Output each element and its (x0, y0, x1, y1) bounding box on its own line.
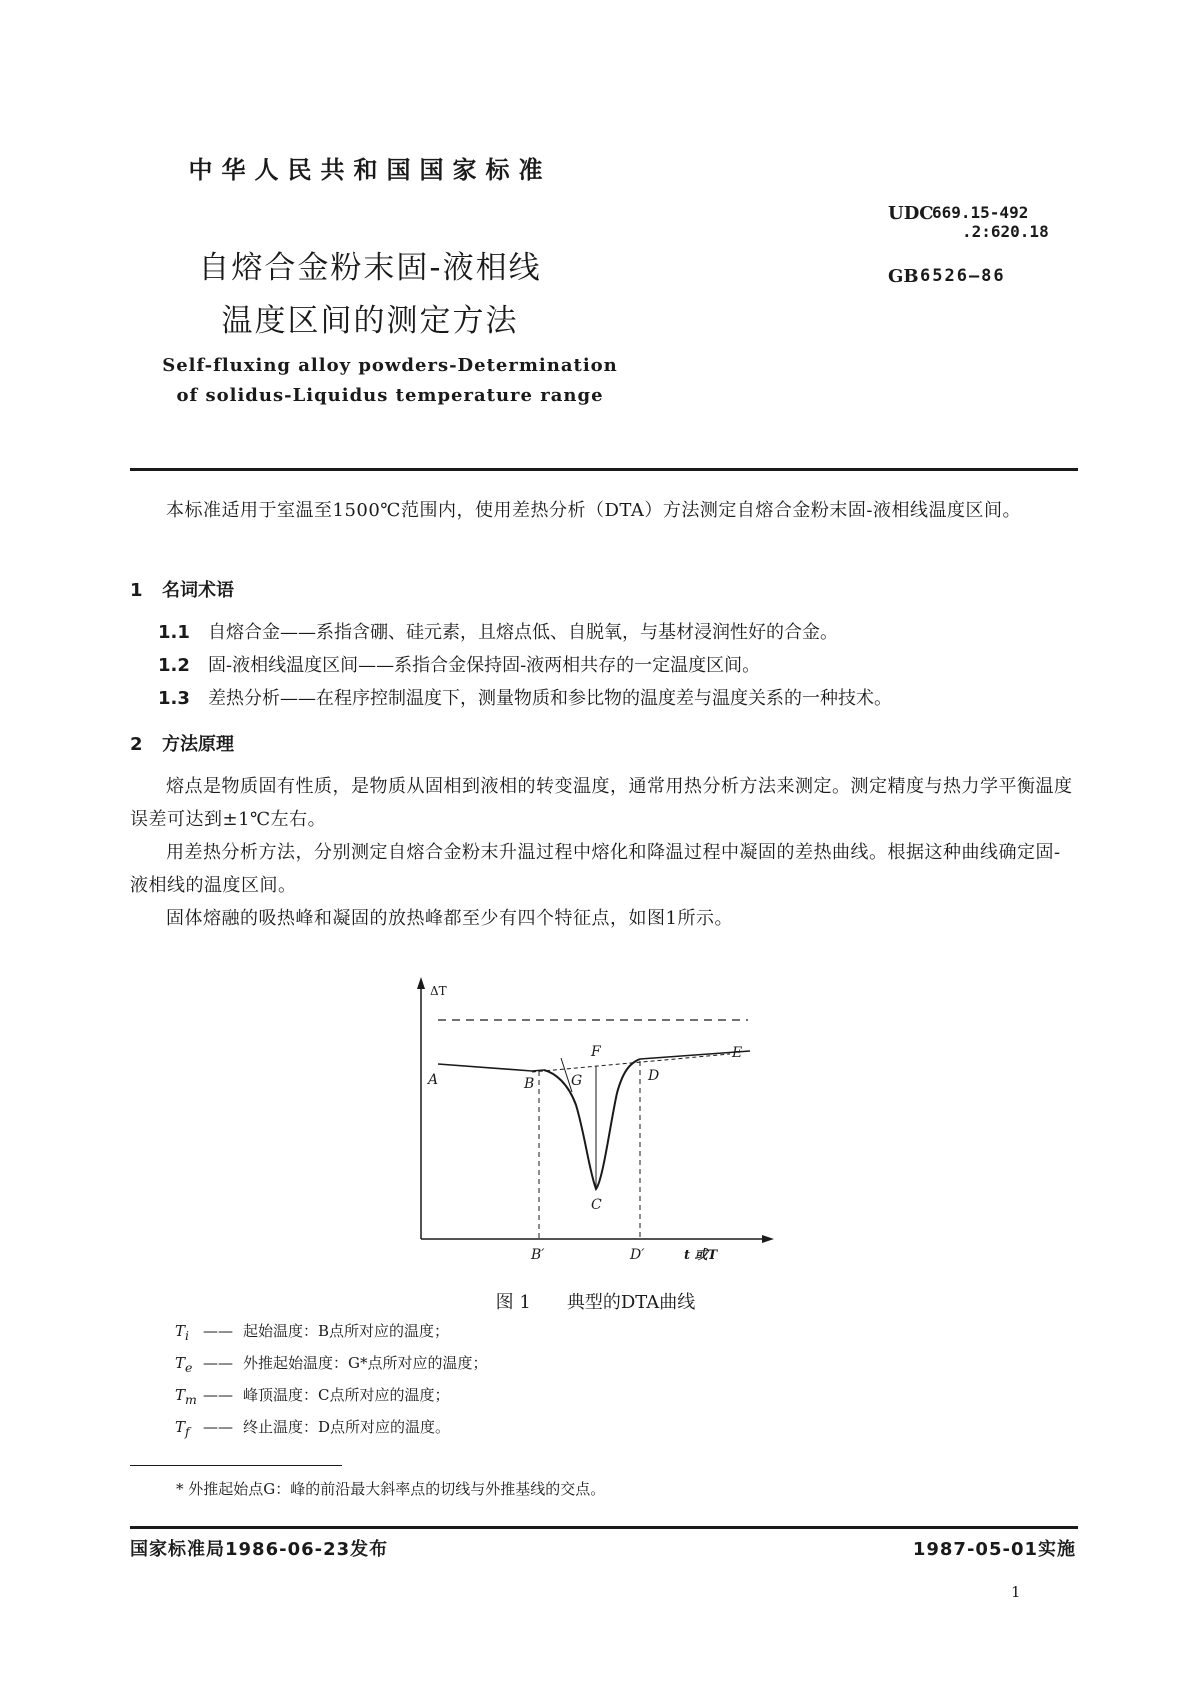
term-number: 1.3 (158, 688, 190, 709)
legend-dash: —— (203, 1386, 233, 1404)
term-text: 自熔合金——系指含硼、硅元素，且熔点低、自脱氧，与基材浸润性好的合金。 (208, 622, 838, 643)
figure-caption (0, 1288, 1191, 1314)
footnote: * 外推起始点G：峰的前沿最大斜率点的切线与外推基线的交点。 (176, 1480, 606, 1498)
point-label-c: C (591, 1197, 602, 1213)
legend-text: 终止温度：D点所对应的温度。 (243, 1418, 451, 1436)
legend-text: 外推起始温度：G*点所对应的温度； (243, 1354, 488, 1372)
legend-symbol: $T_i$ (175, 1322, 190, 1343)
dta-peak (544, 1059, 640, 1189)
point-label-b-prime: B′ (531, 1247, 545, 1263)
section2-paragraph: 熔点是物质固有性质，是物质从固相到液相的转变温度，通常用热分析方法来测定。测定精度与热力学平衡温度误差可达到±1℃左右。 (130, 776, 1073, 830)
legend-dash: —— (203, 1354, 233, 1372)
point-label-b: B (524, 1076, 535, 1092)
point-label-a: A (428, 1072, 439, 1088)
section1-heading (130, 576, 234, 602)
section2-title: 方法原理 (162, 734, 234, 755)
dta-curve-figure (410, 975, 790, 1275)
section2-paragraph: 用差热分析方法，分别测定自熔合金粉末升温过程中熔化和降温过程中凝固的差热曲线。根据这种曲线确定固-液相线的温度区间。 (130, 842, 1061, 896)
gb-label: GB (888, 266, 919, 287)
section2-heading (130, 730, 234, 756)
figure-number: 图 1 (495, 1292, 531, 1313)
point-label-g: G (571, 1073, 583, 1089)
x-axis-label: t 或T (684, 1248, 718, 1263)
legend-item (175, 1384, 449, 1407)
section2-number: 2 (130, 734, 143, 755)
x-axis-arrow (762, 1235, 774, 1243)
section1-number: 1 (130, 580, 143, 601)
footnote-divider (130, 1465, 342, 1466)
udc-code-line2: .2:620.18 (962, 222, 1049, 241)
point-label-d-prime: D′ (630, 1247, 645, 1263)
title-en-line1: Self-fluxing alloy powders-Determination (162, 355, 618, 376)
term-item (158, 684, 892, 710)
legend-dash: —— (203, 1418, 233, 1436)
point-label-d: D (648, 1068, 660, 1084)
legend-text: 起始温度：B点所对应的温度； (243, 1322, 450, 1340)
figure-title: 典型的DTA曲线 (566, 1292, 696, 1313)
legend-item (175, 1352, 487, 1375)
point-label-e: E (732, 1045, 743, 1061)
header-divider (130, 468, 1078, 471)
effective-date: 1987-05-01实施 (912, 1539, 1076, 1560)
point-label-f: F (591, 1044, 601, 1060)
section2-paragraph: 固体熔融的吸热峰和凝固的放热峰都至少有四个特征点，如图1所示。 (166, 908, 733, 929)
term-item (158, 618, 838, 644)
term-text: 固-液相线温度区间——系指合金保持固-液两相共存的一定温度区间。 (208, 655, 761, 676)
title-cn-line2: 温度区间的测定方法 (221, 303, 519, 339)
publication-date: 国家标准局1986-06-23发布 (130, 1539, 389, 1560)
term-item (158, 651, 760, 677)
dta-baseline-left (438, 1064, 544, 1071)
legend-symbol: $T_m$ (175, 1386, 197, 1407)
legend-item (175, 1320, 449, 1343)
extrapolated-baseline (532, 1054, 730, 1072)
title-en-line2: of solidus-Liquidus temperature range (176, 385, 604, 406)
udc-label: UDC (888, 203, 934, 224)
footer-divider (130, 1526, 1078, 1529)
national-standard-heading: 中华人民共和国国家标准 (188, 156, 552, 184)
y-axis-arrow (417, 977, 425, 989)
legend-text: 峰顶温度：C点所对应的温度； (243, 1386, 450, 1404)
page-number: 1 (1011, 1583, 1021, 1601)
legend-symbol: $T_e$ (175, 1354, 193, 1375)
section1-title: 名词术语 (162, 580, 234, 601)
y-axis-label: ΔT (430, 984, 447, 998)
legend-symbol: $T_f$ (175, 1418, 190, 1439)
udc-code-line1: 669.15-492 (932, 203, 1029, 222)
legend-dash: —— (203, 1322, 233, 1340)
term-number: 1.2 (158, 655, 190, 676)
gb-code: 6526—86 (920, 266, 1006, 286)
term-number: 1.1 (158, 622, 190, 643)
title-cn-line1: 自熔合金粉末固-液相线 (198, 250, 542, 286)
term-text: 差热分析——在程序控制温度下，测量物质和参比物的温度差与温度关系的一种技术。 (208, 688, 892, 709)
intro-paragraph: 本标准适用于室温至1500℃范围内，使用差热分析（DTA）方法测定自熔合金粉末固-液相线温度区间。 (166, 500, 1021, 521)
legend-item (175, 1416, 450, 1439)
